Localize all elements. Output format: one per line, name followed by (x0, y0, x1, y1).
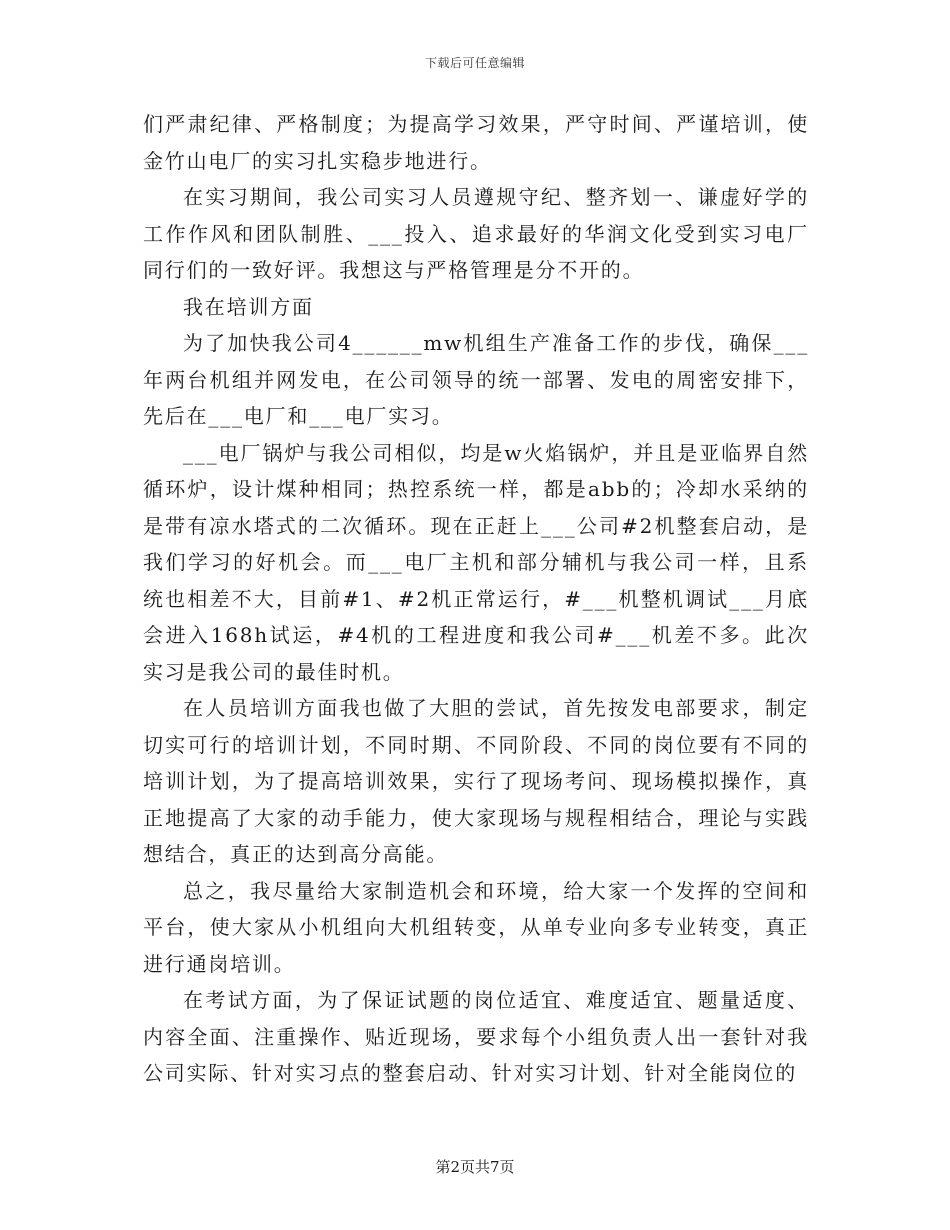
paragraph-continued: 们严肃纪律、严格制度；为提高学习效果，严守时间、严谨培训，使金竹山电厂的实习扎实稳步地进行。 (143, 112, 809, 173)
paragraph: 在实习期间，我公司实习人员遵规守纪、整齐划一、谦虚好学的工作作风和团队制胜、___投入、追求最好的华润文化受到实习电厂同行们的一致好评。我想这与严格管理是分不开的。 (143, 185, 809, 282)
document-body (143, 106, 809, 1092)
section-heading: 我在培训方面 (183, 294, 314, 319)
page-footer: 第2页共7页 (435, 1158, 515, 1176)
paragraph: 在考试方面，为了保证试题的岗位适宜、难度适宜、题量适度、内容全面、注重操作、贴近现场，要求每个小组负责人出一套针对我公司实际、针对实习点的整套启动、针对实习计划、针对全能岗位的 (143, 988, 809, 1085)
paragraph: ___电厂锅炉与我公司相似，均是w火焰锅炉，并且是亚临界自然循环炉，设计煤种相同；热控系统一样，都是abb的；冷却水采纳的是带有凉水塔式的二次循环。现在正赶上___公司#2机整套启动，是我们学习的好机会。而___电厂主机和部分辅机与我公司一样，且系统也相差不大，目前#1、#2机正常运行，#___机整机调试___月底会进入168h试运，#4机的工程进度和我公司#___机差不多。此次实习是我公司的最佳时机。 (143, 440, 809, 684)
paragraph: 总之，我尽量给大家制造机会和环境，给大家一个发挥的空间和平台，使大家从小机组向大机组转变，从单专业向多专业转变，真正进行通岗培训。 (143, 878, 809, 976)
paragraph: 在人员培训方面我也做了大胆的尝试，首先按发电部要求，制定切实可行的培训计划，不同时期、不同阶段、不同的岗位要有不同的培训计划，为了提高培训效果，实行了现场考问、现场模拟操作，真正地提高了大家的动手能力，使大家现场与规程相结合，理论与实践想结合，真正的达到高分高能。 (143, 696, 809, 866)
paragraph: 为了加快我公司4______mw机组生产准备工作的步伐，确保___年两台机组并网发电，在公司领导的统一部署、发电的周密安排下，先后在___电厂和___电厂实习。 (143, 331, 809, 428)
page-header: 下载后可任意编辑 (424, 56, 525, 70)
